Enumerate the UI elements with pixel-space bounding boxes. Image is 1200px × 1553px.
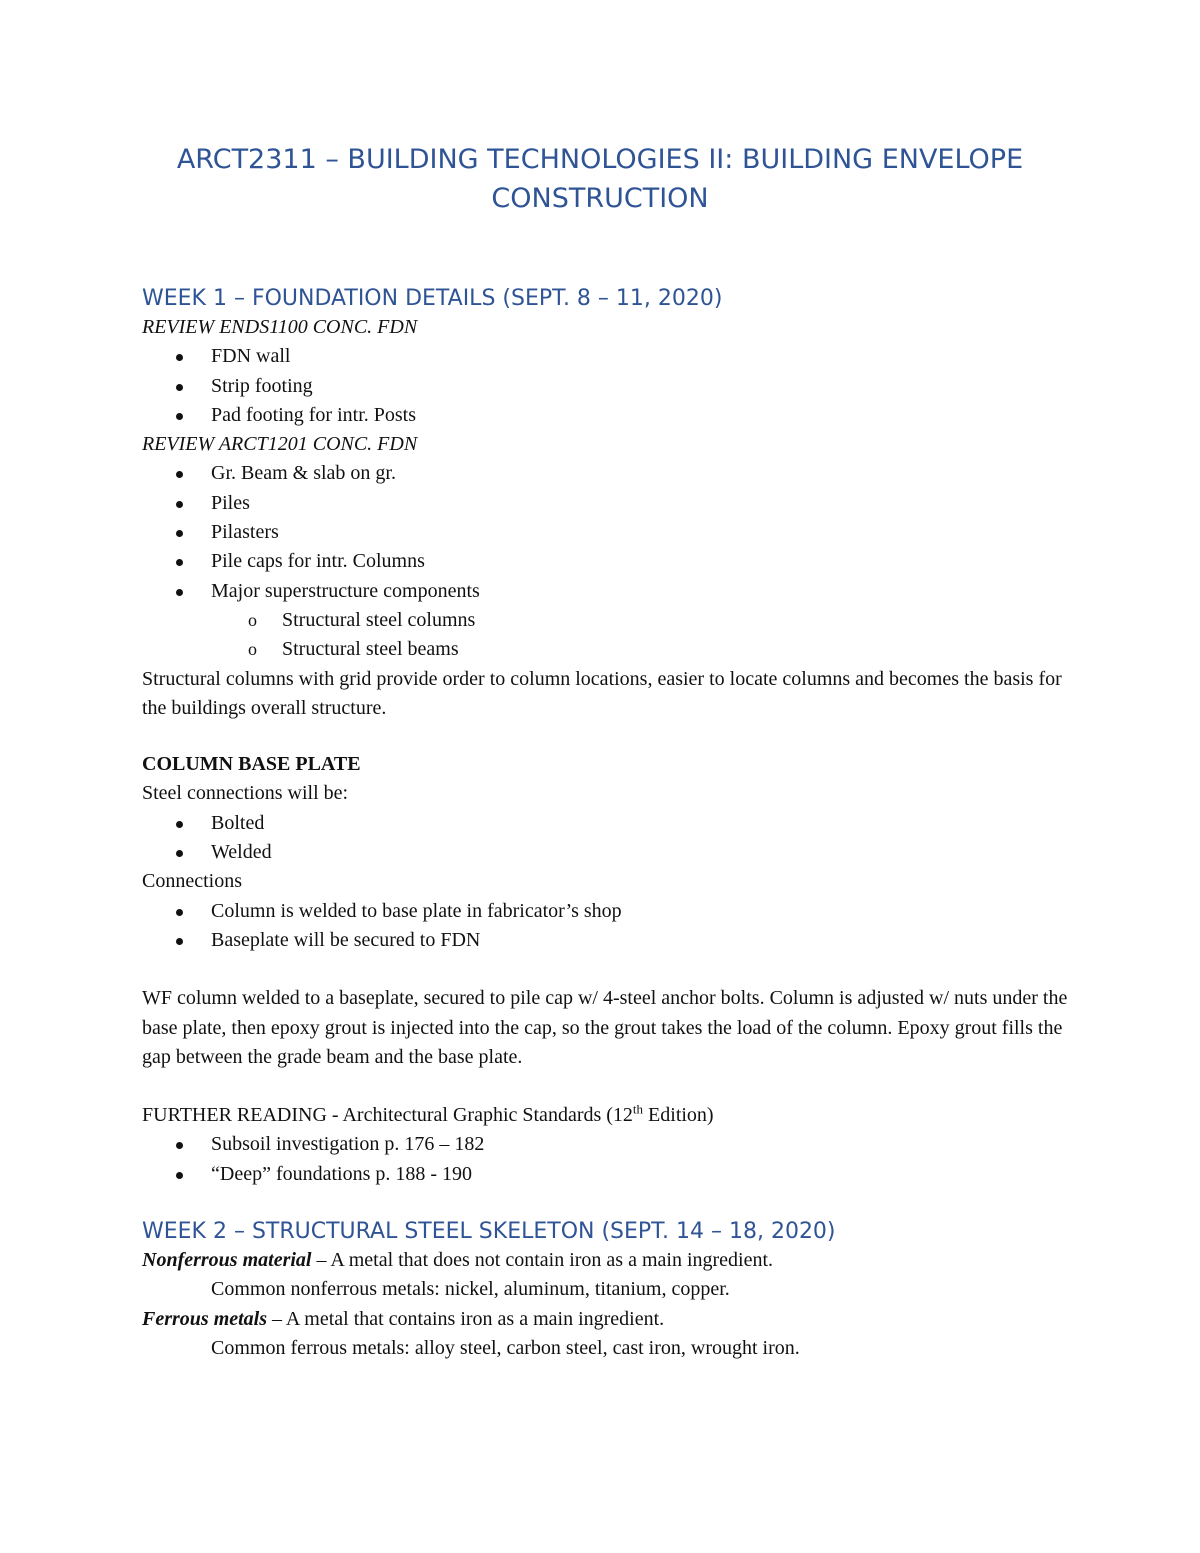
week2-heading: WEEK 2 – STRUCTURAL STEEL SKELETON (SEPT. 14 – 18, 2020) bbox=[142, 1219, 836, 1245]
list-item: Pilasters bbox=[142, 518, 1072, 547]
connection-items-list bbox=[142, 897, 1072, 956]
list-item: Pad footing for intr. Posts bbox=[142, 401, 1072, 430]
grid-paragraph: Structural columns with grid provide order to column locations, easier to locate columns and becomes the basis for the buildings overall structure. bbox=[142, 667, 1062, 719]
connection-types-list bbox=[142, 809, 1072, 868]
further-reading-list bbox=[142, 1130, 1072, 1189]
list-item: “Deep” foundations p. 188 - 190 bbox=[142, 1160, 1072, 1189]
document-title: ARCT2311 – BUILDING TECHNOLOGIES II: BUILDING ENVELOPE CONSTRUCTION bbox=[176, 144, 1024, 214]
ferrous-examples: Common ferrous metals: alloy steel, carbon steel, cast iron, wrought iron. bbox=[211, 1336, 800, 1359]
document-body bbox=[142, 140, 1072, 1363]
list-item: Pile caps for intr. Columns bbox=[142, 547, 1072, 576]
nonferrous-term: Nonferrous material bbox=[142, 1249, 312, 1272]
further-reading-sup: th bbox=[632, 1101, 644, 1117]
review-ends1100-list bbox=[142, 342, 1072, 430]
connections-label: Connections bbox=[142, 870, 242, 893]
wf-column-paragraph: WF column welded to a baseplate, secured to pile cap w/ 4-steel anchor bolts. Column is adjusted w/ nuts under the base plate, then epoxy grout is injected into the cap, so the grout takes the load of the column. Epoxy grout fills the gap between the grade beam and the base plate. bbox=[142, 987, 1068, 1068]
list-item: Subsoil investigation p. 176 – 182 bbox=[142, 1130, 1072, 1159]
list-item: Column is welded to base plate in fabricator’s shop bbox=[142, 897, 1072, 926]
nonferrous-examples: Common nonferrous metals: nickel, aluminum, titanium, copper. bbox=[211, 1278, 730, 1301]
list-item: Piles bbox=[142, 489, 1072, 518]
nonferrous-definition bbox=[142, 1246, 1072, 1275]
nonferrous-definition-text: – A metal that does not contain iron as a main ingredient. bbox=[311, 1249, 774, 1272]
further-reading-line bbox=[142, 1101, 1072, 1130]
ferrous-definition bbox=[142, 1305, 1072, 1334]
sub-list-item: o Structural steel columns bbox=[142, 606, 1072, 635]
review-ends1100-label: REVIEW ENDS1100 CONC. FDN bbox=[142, 316, 418, 338]
list-item: Strip footing bbox=[142, 372, 1072, 401]
review-arct1201-label: REVIEW ARCT1201 CONC. FDN bbox=[142, 433, 418, 456]
sub-list-item: o Structural steel beams bbox=[142, 635, 1072, 664]
list-item: FDN wall bbox=[142, 342, 1072, 371]
further-reading-prefix: FURTHER READING - Architectural Graphic Standards (12 bbox=[142, 1104, 633, 1127]
ferrous-term: Ferrous metals bbox=[142, 1307, 268, 1330]
column-base-plate-heading: COLUMN BASE PLATE bbox=[142, 753, 361, 776]
list-item: Major superstructure components bbox=[142, 577, 1072, 606]
list-item: Bolted bbox=[142, 809, 1072, 838]
connections-intro: Steel connections will be: bbox=[142, 782, 349, 805]
further-reading-suffix: Edition) bbox=[643, 1104, 714, 1127]
review-arct1201-list bbox=[142, 459, 1072, 664]
list-item: Gr. Beam & slab on gr. bbox=[142, 459, 1072, 488]
week1-heading: WEEK 1 – FOUNDATION DETAILS (SEPT. 8 – 11, 2020) bbox=[142, 286, 723, 311]
ferrous-definition-text: – A metal that contains iron as a main ingredient. bbox=[267, 1307, 665, 1330]
list-item: Baseplate will be secured to FDN bbox=[142, 926, 1072, 955]
list-item: Welded bbox=[142, 838, 1072, 867]
